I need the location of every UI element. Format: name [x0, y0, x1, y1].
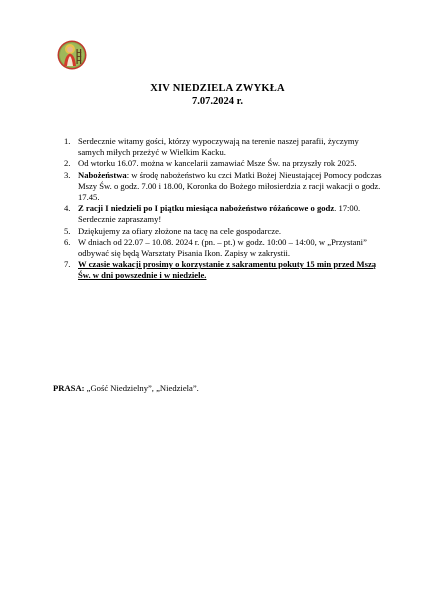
- item-text: Od wtorku 16.07. można w kancelarii zamawiać Msze Św. na przyszły rok 2025.: [78, 158, 357, 169]
- page-title: XIV NIEDZIELA ZWYKŁA: [150, 83, 285, 94]
- announcement-list: [50, 136, 385, 282]
- press-note: [53, 383, 199, 394]
- item-number: 5.: [64, 225, 71, 236]
- list-item: [50, 226, 385, 237]
- press-label: PRASA:: [53, 383, 85, 393]
- list-item: [50, 237, 385, 259]
- item-bold-text: Nabożeństwa: [78, 169, 127, 180]
- item-text: . 17:00. Serdecznie zapraszamy!: [78, 203, 361, 225]
- item-text: : w środę nabożeństwo ku czci Matki Bożej Nieustającej Pomocy podczas Mszy Św. o godz. 7.00 i 18.00, Koronka do Bożego miłosierdzia z racji wakacji o godz. 17.45.: [78, 169, 382, 203]
- item-text: Serdecznie witamy gości, którzy wypoczywają na terenie naszej parafii, życzymy samych miłych przeżyć w Wielkim Kacku.: [78, 136, 359, 158]
- parish-saint-logo-icon: [57, 40, 87, 70]
- item-number: 7.: [64, 259, 71, 270]
- list-item: [50, 203, 385, 225]
- item-number: 3.: [64, 169, 71, 180]
- item-number: 6.: [64, 236, 71, 247]
- item-number: 2.: [64, 158, 71, 169]
- page-date: 7.07.2024 r.: [192, 96, 243, 107]
- list-item: [50, 158, 385, 169]
- list-item: [50, 259, 385, 281]
- item-number: 1.: [64, 136, 71, 146]
- item-number: 4.: [64, 203, 71, 214]
- list-item: [50, 136, 385, 158]
- item-text: W dniach od 22.07 – 10.08. 2024 r. (pn. – pt.) w godz. 10:00 – 14:00, w „Przystani” odbywać się będą Warsztaty Pisania Ikon. Zapisy w zakrystii.: [78, 236, 367, 259]
- item-text: Dziękujemy za ofiary złożone na tacę na cele gospodarcze.: [78, 225, 282, 236]
- press-text: „Gość Niedzielny”, „Niedziela”.: [84, 383, 199, 393]
- item-bold-underline-text: W czasie wakacji prosimy o korzystanie z sakramentu pokuty 15 min przed Mszą Św. w dni powszednie i w niedziele.: [78, 259, 377, 281]
- list-item: [50, 170, 385, 204]
- item-bold-text: Z racji I niedzieli po I piątku miesiąca nabożeństwo różańcowe o godz: [78, 203, 335, 214]
